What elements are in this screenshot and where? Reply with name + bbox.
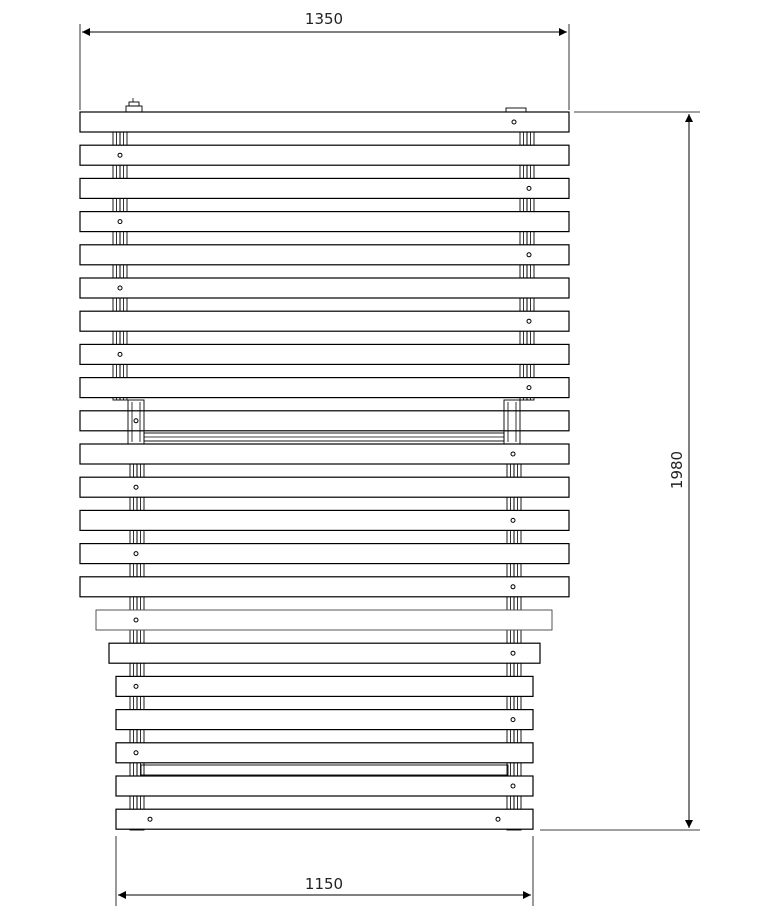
radiator-bar bbox=[80, 544, 569, 564]
screw-hole bbox=[118, 153, 122, 157]
screw-hole bbox=[512, 120, 516, 124]
radiator-bar bbox=[80, 378, 569, 398]
screw-hole bbox=[527, 186, 531, 190]
screw-hole bbox=[511, 518, 515, 522]
middle-rail bbox=[144, 433, 504, 441]
dimension-bottom-width-label: 1150 bbox=[304, 875, 344, 893]
screw-hole bbox=[134, 618, 138, 622]
screw-hole bbox=[496, 817, 500, 821]
radiator-bar bbox=[80, 411, 569, 431]
screw-hole bbox=[118, 220, 122, 224]
radiator-bar bbox=[116, 776, 533, 796]
screw-hole bbox=[134, 684, 138, 688]
screw-hole bbox=[134, 552, 138, 556]
dimension-bottom-width bbox=[116, 836, 533, 906]
screw-hole bbox=[511, 585, 515, 589]
radiator-bar bbox=[109, 643, 540, 663]
radiator-bar bbox=[116, 676, 533, 696]
radiator-bar bbox=[80, 178, 569, 198]
screw-hole bbox=[118, 352, 122, 356]
radiator-bar bbox=[80, 245, 569, 265]
screw-hole bbox=[134, 751, 138, 755]
radiator-bar bbox=[116, 743, 533, 763]
top-valve bbox=[126, 98, 142, 112]
horizontal-bars bbox=[80, 112, 569, 829]
dimension-height-label: 1980 bbox=[668, 450, 686, 490]
screw-hole bbox=[134, 485, 138, 489]
radiator-bar bbox=[80, 510, 569, 530]
screw-hole bbox=[511, 784, 515, 788]
radiator-bar bbox=[80, 477, 569, 497]
radiator-bar bbox=[80, 311, 569, 331]
radiator-bar bbox=[80, 212, 569, 232]
screw-hole bbox=[148, 817, 152, 821]
radiator-bar bbox=[96, 610, 552, 630]
screw-hole bbox=[118, 286, 122, 290]
screw-hole bbox=[527, 386, 531, 390]
radiator-bar bbox=[116, 809, 533, 829]
radiator-bar bbox=[80, 577, 569, 597]
screw-hole bbox=[511, 718, 515, 722]
radiator-bar bbox=[80, 344, 569, 364]
dimension-top-width-label: 1350 bbox=[304, 10, 344, 28]
dimension-top-width bbox=[80, 10, 569, 110]
radiator-bar bbox=[80, 278, 569, 298]
screw-hole bbox=[511, 651, 515, 655]
screw-hole bbox=[134, 419, 138, 423]
radiator-bar bbox=[116, 710, 533, 730]
screw-hole bbox=[511, 452, 515, 456]
radiator-bar bbox=[80, 145, 569, 165]
screw-hole bbox=[527, 319, 531, 323]
lower-rail bbox=[141, 765, 508, 775]
radiator-bar bbox=[80, 112, 569, 132]
screw-hole bbox=[527, 253, 531, 257]
radiator-bar bbox=[80, 444, 569, 464]
